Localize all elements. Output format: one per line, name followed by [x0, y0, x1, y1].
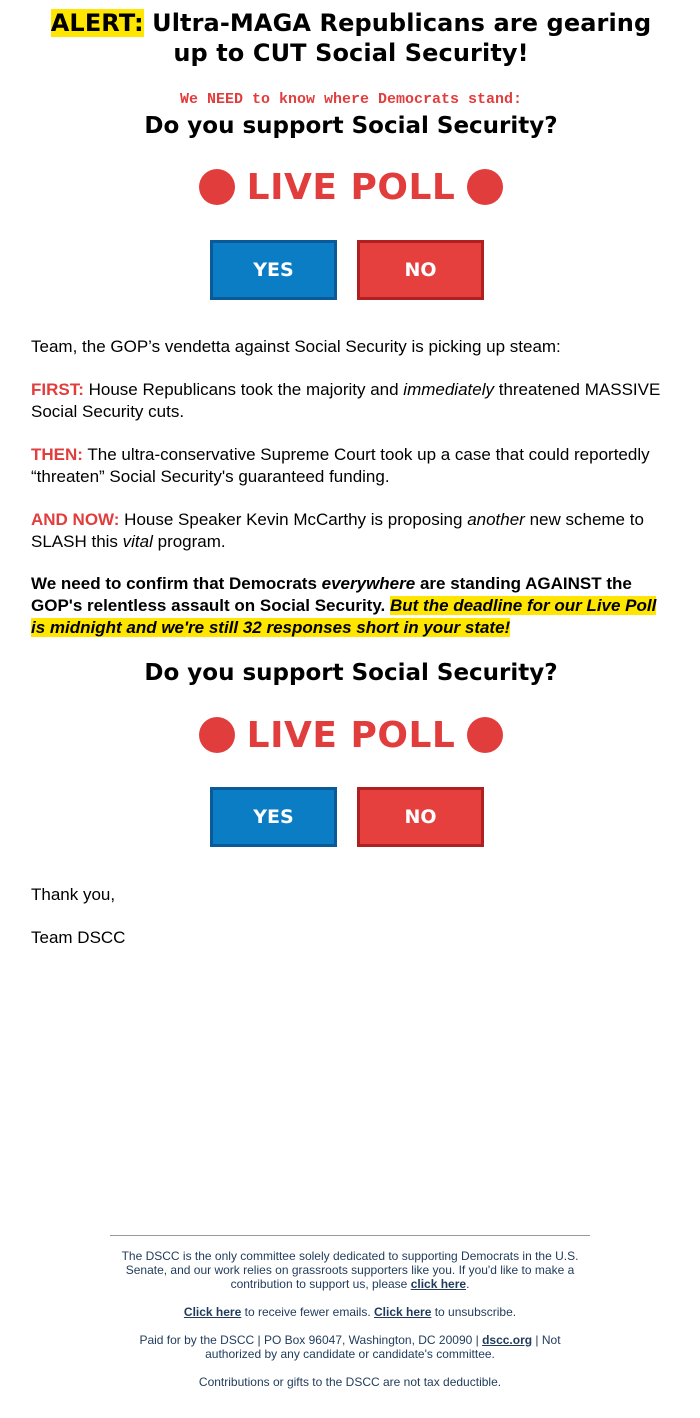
now-emphasis: another [467, 510, 525, 529]
signature: Team DSCC [31, 928, 126, 947]
fewer-emails-link[interactable]: Click here [183, 1305, 242, 1319]
confirm-emphasis: everywhere [321, 574, 416, 593]
headline-text: Ultra-MAGA Republicans are gearing up to CUT Social Security! [143, 9, 652, 67]
confirm-text-b: are standing AGAINST the GOP's relentless assault on Social Security. [31, 574, 632, 615]
alert-label: ALERT: [50, 9, 144, 37]
intro-paragraph: Team, the GOP’s vendetta against Social Security is picking up steam: [31, 337, 561, 356]
kicker-text: We NEED to know where Democrats stand: [179, 91, 523, 108]
confirm-paragraph [31, 573, 671, 639]
unsubscribe-link[interactable]: Click here [374, 1305, 432, 1319]
now-text-a: House Speaker Kevin McCarthy is proposing [119, 510, 468, 529]
first-paragraph [31, 379, 671, 423]
confirm-text-a: We need to confirm that Democrats [31, 574, 322, 593]
then-paragraph [31, 444, 671, 488]
yes-button[interactable]: YES [210, 240, 337, 300]
poll-buttons-2 [31, 787, 671, 853]
then-text: The ultra-conservative Supreme Court took up a case that could reportedly “threaten” Social Security's guaranteed funding. [31, 445, 650, 486]
now-paragraph [31, 509, 671, 553]
no-button-2[interactable]: NO [357, 787, 484, 847]
fewer-emails-text: to receive fewer emails. [241, 1305, 374, 1319]
then-label: THEN: [31, 445, 83, 464]
live-poll-label-2: LIVE POLL [246, 714, 456, 756]
deadline-highlight: But the deadline for our Live Poll is midnight and we're still 32 responses short in your state! [31, 596, 657, 637]
paid-for-text: Paid for by the DSCC | PO Box 96047, Washington, DC 20090 | [139, 1333, 483, 1347]
first-label: FIRST: [31, 380, 84, 399]
red-dot-icon [199, 169, 235, 205]
not-authorized-text: | Not authorized by any candidate or candidate's committee. [205, 1333, 561, 1361]
live-poll-label: LIVE POLL [246, 166, 456, 208]
footer-tax-note: Contributions or gifts to the DSCC are not tax deductible. [198, 1375, 502, 1389]
thank-you: Thank you, [31, 885, 116, 904]
red-dot-icon [467, 717, 503, 753]
live-poll-banner-2[interactable] [31, 713, 671, 757]
now-label: AND NOW: [31, 510, 120, 529]
live-poll-banner[interactable] [31, 165, 671, 209]
first-text-b: threatened MASSIVE Social Security cuts. [31, 380, 661, 421]
footer-email-prefs [110, 1305, 590, 1319]
first-emphasis: immediately [403, 380, 494, 399]
no-button[interactable]: NO [357, 240, 484, 300]
dscc-site-link[interactable]: dscc.org [482, 1333, 533, 1347]
red-dot-icon [199, 717, 235, 753]
poll-buttons [31, 240, 671, 306]
poll-question: Do you support Social Security? [144, 113, 558, 139]
footer-about-text: The DSCC is the only committee solely dedicated to supporting Democrats in the U.S. Senate, and our work relies on grassroots supporters like you. If you'd like to make a contribution to support us, please [121, 1249, 579, 1291]
yes-button-2[interactable]: YES [210, 787, 337, 847]
now-text-c: program. [152, 532, 226, 551]
email-footer [110, 1235, 590, 1389]
first-text-a: House Republicans took the majority and [83, 380, 404, 399]
headline [31, 8, 671, 68]
unsubscribe-text: to unsubscribe. [431, 1305, 517, 1319]
footer-about-end: . [466, 1277, 470, 1291]
footer-disclaimer [110, 1333, 590, 1361]
poll-question-2: Do you support Social Security? [144, 660, 558, 686]
red-dot-icon [467, 169, 503, 205]
now-text-b: new scheme to SLASH this [31, 510, 644, 551]
footer-about [110, 1249, 590, 1291]
now-emphasis-vital: vital [122, 532, 153, 551]
contribute-link[interactable]: click here [410, 1277, 467, 1291]
